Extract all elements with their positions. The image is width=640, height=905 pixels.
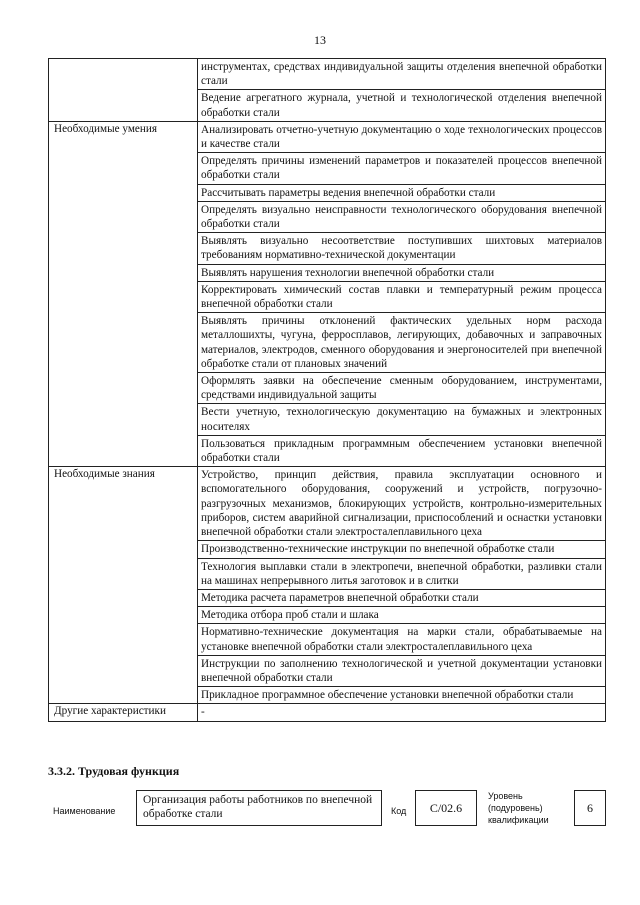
name-value: Организация работы работников по внепечной обработке стали [136, 790, 382, 826]
table-row [49, 704, 606, 721]
row-item: Оформлять заявки на обеспечение сменным оборудованием, инструментами, средствами индивидуальной защиты [198, 373, 606, 404]
row-item: инструментах, средствах индивидуальной защиты отделения внепечной обработки стали [198, 59, 606, 90]
name-label: Наименование [53, 806, 116, 816]
row-item: Инструкции по заполнению технологической и учетной документации установки внепечной обработки стали [198, 655, 606, 686]
competency-table [48, 58, 606, 722]
row-item: Анализировать отчетно-учетную документацию о ходе технологических процессов и качестве стали [198, 121, 606, 152]
page-number: 13 [314, 33, 326, 47]
row-item: Рассчитывать параметры ведения внепечной обработки стали [198, 184, 606, 201]
row-item: Прикладное программное обеспечение установки внепечной обработки стали [198, 687, 606, 704]
table-row [49, 121, 606, 152]
labor-function-row [48, 790, 606, 834]
row-label: Необходимые умения [49, 121, 198, 466]
row-item: Ведение агрегатного журнала, учетной и технологической отделения внепечной обработки стали [198, 90, 606, 121]
table-row [49, 467, 606, 541]
row-item: Производственно-технические инструкции по внепечной обработке стали [198, 541, 606, 558]
row-item: Выявлять причины отклонений фактических удельных норм расхода металлошихты, чугуна, ферросплавов, легирующих, добавочных и заправочных материалов, электродов, сменного оборудования и энергоносителей при внепечной обработке стали от плановых значений [198, 313, 606, 373]
code-value: С/02.6 [415, 790, 477, 826]
row-item: Методика отбора проб стали и шлака [198, 607, 606, 624]
table-row [49, 59, 606, 90]
level-value: 6 [574, 790, 606, 826]
row-item: Определять визуально неисправности технологического оборудования внепечной обработки стали [198, 201, 606, 232]
row-item: Корректировать химический состав плавки и температурный режим процесса внепечной обработки стали [198, 281, 606, 312]
row-item: Технология выплавки стали в электропечи, внепечной обработки, разливки стали на машинах непрерывного литья заготовок и в слитки [198, 558, 606, 589]
row-label: Другие характеристики [49, 704, 198, 721]
row-item: Методика расчета параметров внепечной обработки стали [198, 589, 606, 606]
row-item: Устройство, принцип действия, правила эксплуатации основного и вспомогательного оборудования, сооружений и устройств, погрузочно-разгрузочных механизмов, блокирующих устройств, контрольно-измерительных приборов, систем аварийной сигнализации, приспособлений и оснастки установки внепечной обработки стали электросталеплавильного цеха [198, 467, 606, 541]
row-item: - [198, 704, 606, 721]
row-item: Вести учетную, технологическую документацию на бумажных и электронных носителях [198, 404, 606, 435]
row-item: Нормативно-технические документация на марки стали, обрабатываемые на установке внепечной обработки стали электросталеплавильного цеха [198, 624, 606, 655]
row-item: Определять причины изменений параметров и показателей процессов внепечной обработки стали [198, 153, 606, 184]
row-item: Выявлять нарушения технологии внепечной обработки стали [198, 264, 606, 281]
row-item: Пользоваться прикладным программным обеспечением установки внепечной обработки стали [198, 435, 606, 466]
row-label: Необходимые знания [49, 467, 198, 704]
section-title: 3.3.2. Трудовая функция [48, 764, 180, 778]
row-item: Выявлять визуально несоответствие поступивших шихтовых материалов требованиям нормативно-технической документации [198, 233, 606, 264]
level-label: Уровень (подуровень) квалификации [488, 791, 549, 825]
code-label: Код [391, 806, 407, 816]
row-label [49, 59, 198, 122]
